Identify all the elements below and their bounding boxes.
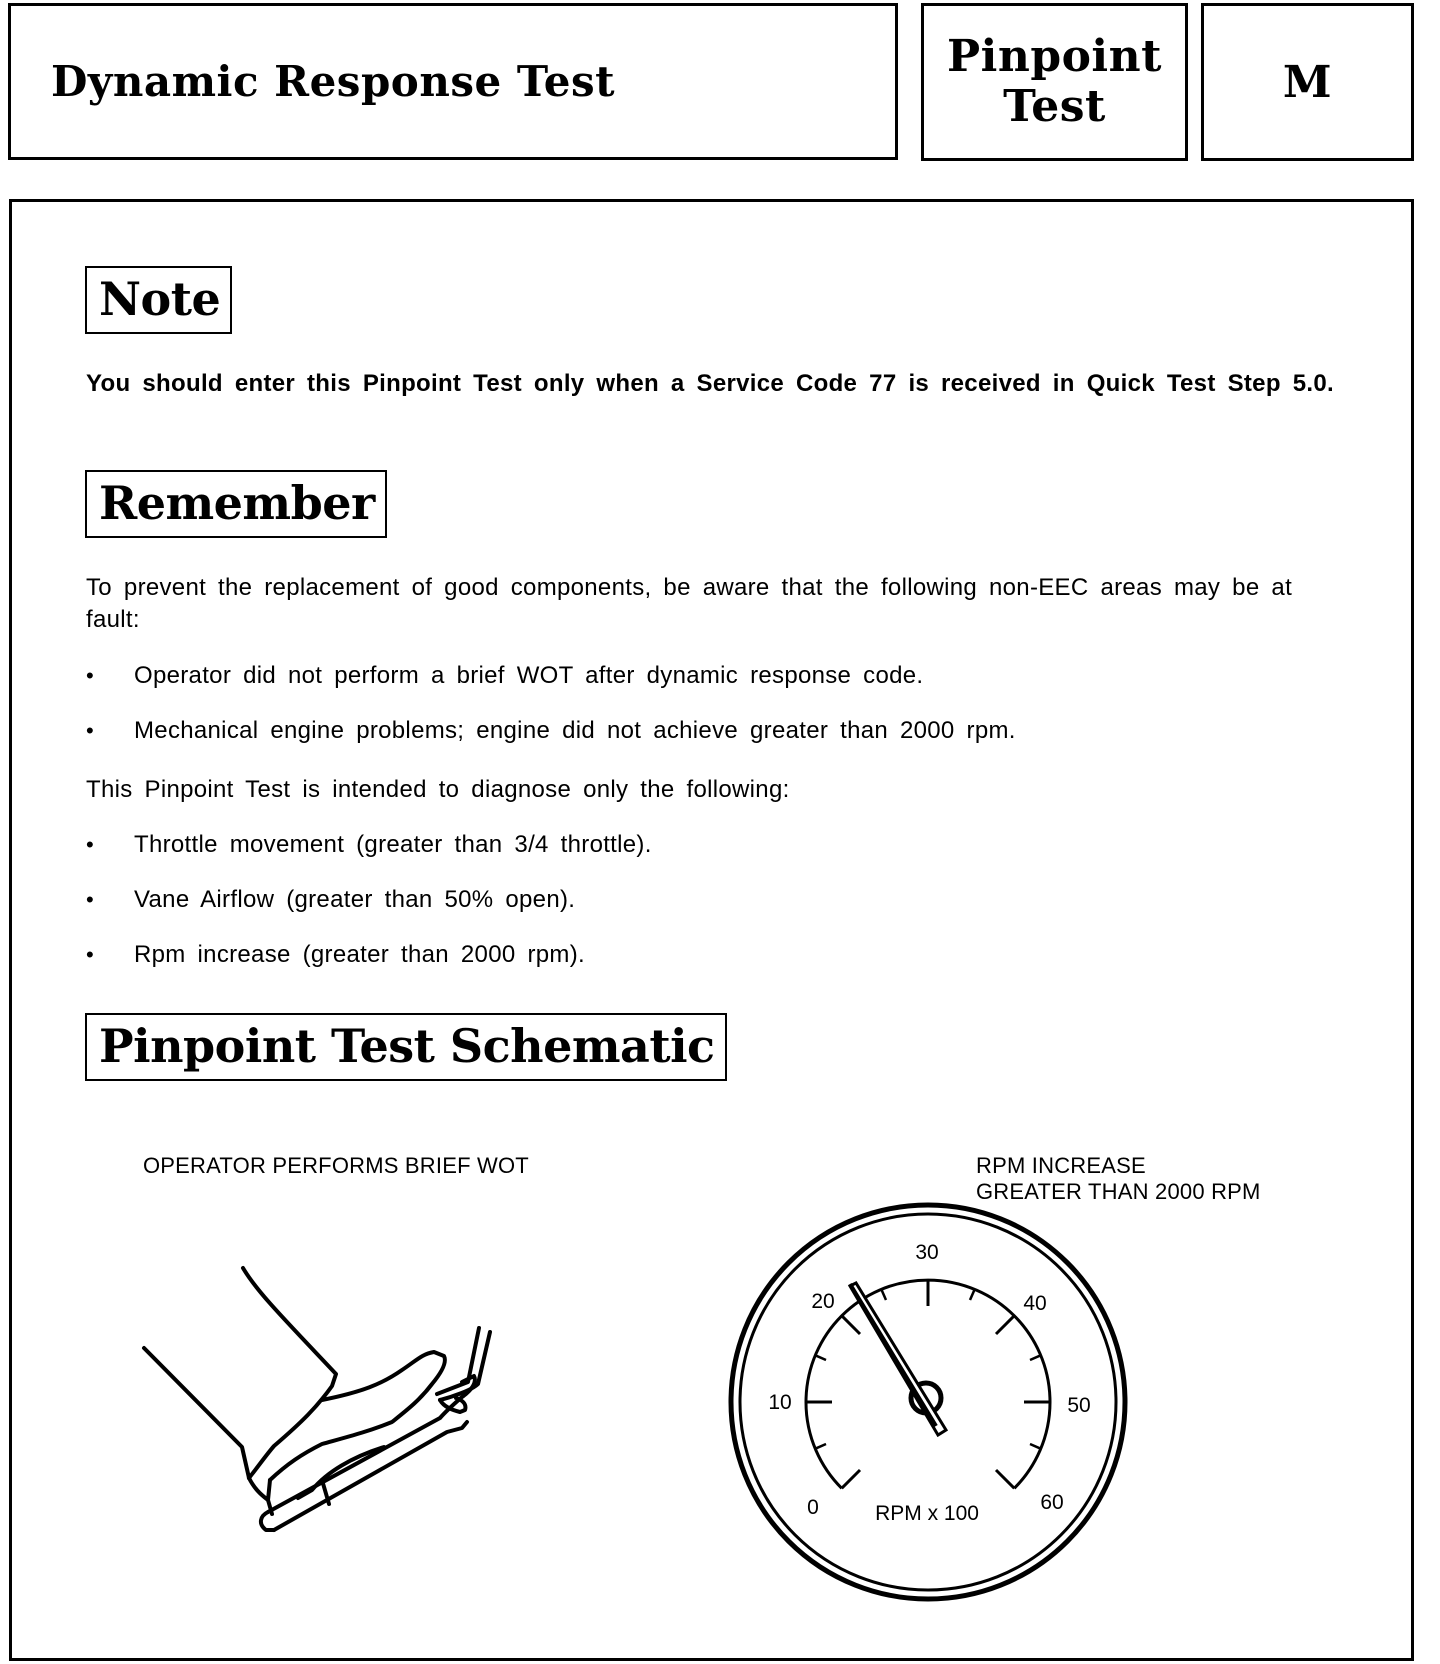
test-code: M xyxy=(1282,56,1333,108)
tick-label-50: 50 xyxy=(1067,1394,1091,1417)
gauge-caption-line1: RPM INCREASE xyxy=(976,1153,1146,1178)
gauge-unit-label: RPM x 100 xyxy=(875,1502,979,1525)
test-kind-label xyxy=(947,32,1162,132)
diagnose-intro: This Pinpoint Test is intended to diagnose only the following: xyxy=(86,776,790,803)
note-heading: Note xyxy=(99,272,221,326)
content-frame xyxy=(9,199,1414,1661)
gauge-caption xyxy=(976,1153,1261,1205)
test-kind-box xyxy=(921,3,1188,161)
fault-list-item xyxy=(86,660,923,692)
diagnose-list-item xyxy=(86,829,652,861)
diagnose-list-item xyxy=(86,939,585,971)
schematic-heading-box xyxy=(85,1013,727,1081)
remember-heading: Remember xyxy=(99,476,375,530)
note-heading-box xyxy=(85,266,232,334)
page-title-box xyxy=(8,3,898,160)
diagnose-item-text: Rpm increase (greater than 2000 rpm). xyxy=(134,941,585,968)
remember-intro: To prevent the replacement of good components, be aware that the following non-EEC areas may be at fault: xyxy=(86,574,1293,633)
remember-heading-box xyxy=(85,470,387,538)
bullet-icon: • xyxy=(86,663,95,688)
gauge-caption-line2: GREATER THAN 2000 RPM xyxy=(976,1179,1261,1204)
tick-label-10: 10 xyxy=(768,1391,792,1414)
bullet-icon: • xyxy=(86,718,95,743)
pedal-caption: OPERATOR PERFORMS BRIEF WOT xyxy=(143,1153,529,1178)
diagnose-item-text: Vane Airflow (greater than 50% open). xyxy=(134,886,576,913)
fault-list-item xyxy=(86,715,1016,747)
test-kind-line1: Pinpoint xyxy=(947,31,1162,82)
diagnose-list-item xyxy=(86,884,575,916)
tick-label-60: 60 xyxy=(1040,1491,1064,1514)
gauge-needle xyxy=(850,1283,946,1435)
test-code-box xyxy=(1201,3,1414,161)
tick-label-40: 40 xyxy=(1023,1292,1047,1315)
page-title: Dynamic Response Test xyxy=(51,57,616,106)
tick-label-30: 30 xyxy=(915,1241,939,1264)
note-text: You should enter this Pinpoint Test only when a Service Code 77 is received in Quick Test Step 5.0. xyxy=(86,370,1334,397)
diagnose-item-text: Throttle movement (greater than 3/4 throttle). xyxy=(134,831,652,858)
fault-item-text: Operator did not perform a brief WOT after dynamic response code. xyxy=(134,662,924,689)
fault-item-text: Mechanical engine problems; engine did not achieve greater than 2000 rpm. xyxy=(134,717,1016,744)
bullet-icon: • xyxy=(86,887,95,912)
foot-pedal-illustration xyxy=(122,1232,592,1532)
bullet-icon: • xyxy=(86,832,95,857)
test-kind-line2: Test xyxy=(1003,81,1106,132)
tachometer-gauge xyxy=(728,1202,1128,1602)
tick-label-0: 0 xyxy=(807,1496,819,1519)
schematic-heading: Pinpoint Test Schematic xyxy=(99,1019,715,1073)
bullet-icon: • xyxy=(86,942,95,967)
tick-label-20: 20 xyxy=(811,1290,835,1313)
